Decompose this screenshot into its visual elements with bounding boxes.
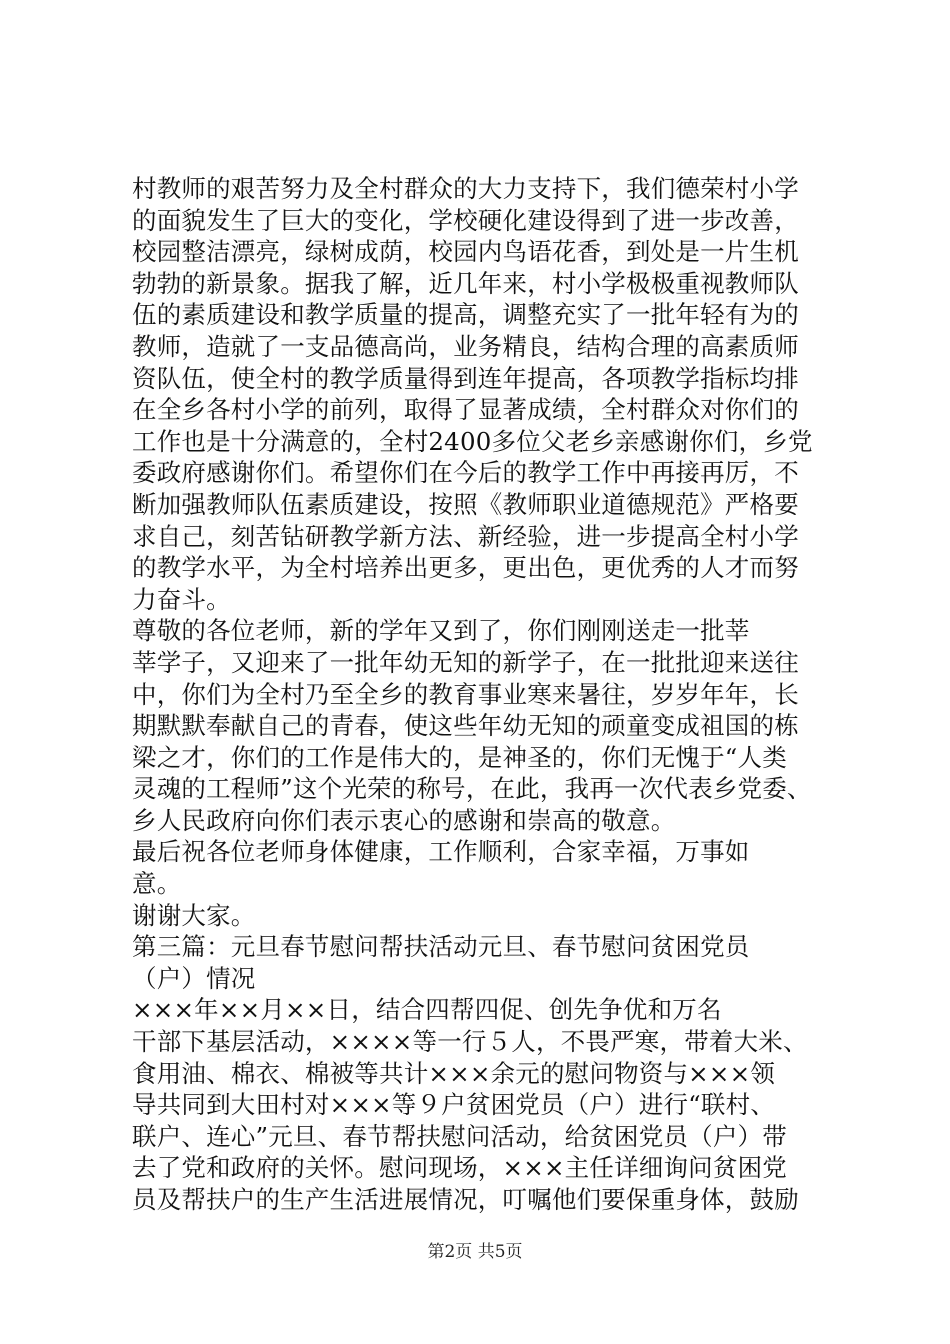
page-number: 第2页 共5页 [427,1242,523,1262]
text-line: 的面貌发生了巨大的变化，学校硬化建设得到了进一步改善， [132,205,799,235]
text-line: 村教师的艰苦努力及全村群众的大力支持下，我们德荣村小学 [132,174,799,203]
text-line: 中，你们为全村乃至全乡的教育事业寒来暑往，岁岁年年，长 [132,679,799,709]
text-line: 莘学子，又迎来了一批年幼无知的新学子，在一批批迎来送往 [132,647,799,677]
page-footer [0,1240,950,1264]
text-line: 资队伍，使全村的教学质量得到连年提高，各项教学指标均排 [132,363,799,393]
text-line: 伍的素质建设和教学质量的提高，调整充实了一批年轻有为的 [132,300,799,330]
text-line: 断加强教师队伍素质建设，按照《教师职业道德规范》严格要 [132,489,799,519]
text-line: 勃勃的新景象。据我了解，近几年来，村小学极极重视教师队 [132,268,799,298]
section-heading: （户）情况 [132,963,256,993]
text-line: 去了党和政府的关怀。慰问现场，×××主任详细询问贫困党 [132,1153,787,1183]
text-line: 尊敬的各位老师，新的学年又到了，你们刚刚送走一批莘 [132,616,750,646]
text-line: 食用油、棉衣、棉被等共计×××余元的慰问物资与×××领 [132,1058,776,1088]
text-line: 力奋斗。 [132,584,231,614]
text-line: 导共同到大田村对×××等９户贫困党员（户）进行“联村、 [132,1090,776,1120]
text-line: ×××年××月××日，结合四帮四促、创先争优和万名 [132,995,722,1025]
text-line: 梁之才，你们的工作是伟大的，是神圣的，你们无愧于“人类 [132,742,787,772]
text-line: 干部下基层活动，××××等一行５人，不畏严寒，带着大米、 [132,1027,808,1057]
text-line: 求自己，刻苦钻研教学新方法、新经验，进一步提高全村小学 [132,521,799,551]
text-line: 最后祝各位老师身体健康，工作顺利，合家幸福，万事如 [132,837,750,867]
text-line: 在全乡各村小学的前列，取得了显著成绩，全村群众对你们的 [132,395,799,425]
section-heading: 第三篇：元旦春节慰问帮扶活动元旦、春节慰问贫困党员 [132,932,750,962]
text-line: 乡人民政府向你们表示衷心的感谢和崇高的敬意。 [132,805,676,835]
text-line: 灵魂的工程师”这个光荣的称号，在此，我再一次代表乡党委、 [132,774,812,804]
text-line: 谢谢大家。 [132,900,256,930]
text-line: 意。 [132,869,182,899]
text-line: 期默默奉献自己的青春，使这些年幼无知的顽童变成祖国的栋 [132,711,799,741]
text-line: 员及帮扶户的生产生活进展情况，叮嘱他们要保重身体，鼓励 [132,1185,799,1214]
text-line: 联户、连心”元旦、春节帮扶慰问活动，给贫困党员（户）带 [132,1121,787,1151]
text-line: 的教学水平，为全村培养出更多，更出色，更优秀的人才而努 [132,553,799,583]
text-line: 校园整洁漂亮，绿树成荫，校园内鸟语花香，到处是一片生机 [132,237,799,267]
document-body [132,173,832,1216]
text-line: 工作也是十分满意的，全村2400多位父老乡亲感谢你们，乡党 [132,426,813,456]
text-line: 教师，造就了一支品德高尚，业务精良，结构合理的高素质师 [132,331,799,361]
text-line: 委政府感谢你们。希望你们在今后的教学工作中再接再厉，不 [132,458,799,488]
